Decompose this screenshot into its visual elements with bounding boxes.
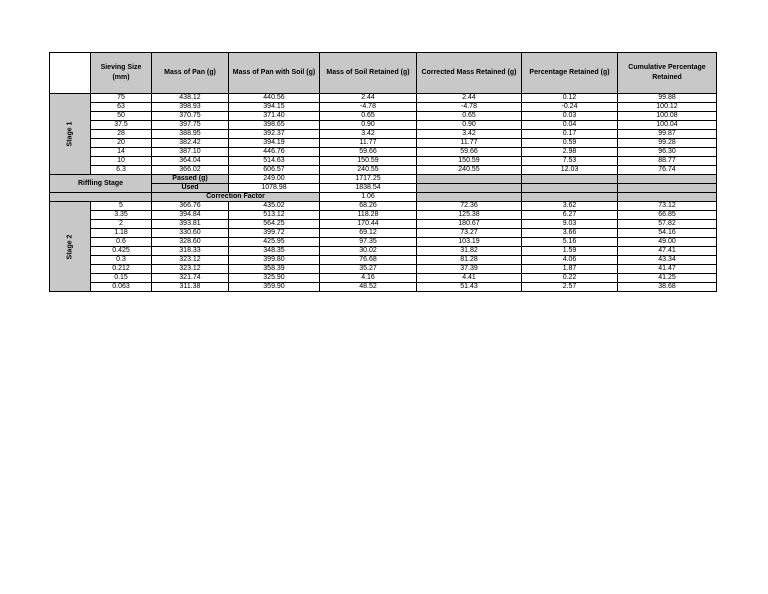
retained-mass-cell: 97.35 — [320, 238, 417, 247]
percent-retained-cell: 0.03 — [522, 112, 618, 121]
empty-cell — [618, 193, 717, 202]
empty-cell — [417, 184, 522, 193]
pan-soil-mass-cell: 446.76 — [229, 148, 320, 157]
corrected-mass-cell: 0.65 — [417, 112, 522, 121]
correction-factor-value: 1.06 — [320, 193, 417, 202]
corrected-mass-cell: 150.59 — [417, 157, 522, 166]
retained-mass-cell: 4.16 — [320, 274, 417, 283]
pan-mass-cell: 394.84 — [152, 211, 229, 220]
pan-mass-cell: 321.74 — [152, 274, 229, 283]
corrected-mass-cell: 59.66 — [417, 148, 522, 157]
cumulative-percent-cell: 100.04 — [618, 121, 717, 130]
percent-retained-cell: 1.87 — [522, 265, 618, 274]
cumulative-percent-cell: 76.74 — [618, 166, 717, 175]
pan-soil-mass-cell: 513.12 — [229, 211, 320, 220]
corrected-mass-cell: 0.90 — [417, 121, 522, 130]
pan-soil-mass-cell: 358.39 — [229, 265, 320, 274]
pan-mass-cell: 323.12 — [152, 256, 229, 265]
cumulative-percent-cell: 88.77 — [618, 157, 717, 166]
retained-mass-cell: 0.90 — [320, 121, 417, 130]
pan-mass-cell: 318.33 — [152, 247, 229, 256]
sieve-size-cell: 0.15 — [91, 274, 152, 283]
pan-mass-cell: 398.93 — [152, 103, 229, 112]
stage1-row — [50, 112, 717, 121]
sieve-size-cell: 50 — [91, 112, 152, 121]
percent-retained-cell: 2.98 — [522, 148, 618, 157]
retained-mass-cell: 170.44 — [320, 220, 417, 229]
cumulative-percent-cell: 47.41 — [618, 247, 717, 256]
corrected-mass-cell: 103.19 — [417, 238, 522, 247]
pan-soil-mass-cell: 425.95 — [229, 238, 320, 247]
corrected-mass-cell: 72.36 — [417, 202, 522, 211]
stage1-row — [50, 121, 717, 130]
header-sieving-size: Sieving Size (mm) — [91, 53, 152, 94]
empty-cell — [522, 184, 618, 193]
pan-soil-mass-cell: 398.65 — [229, 121, 320, 130]
percent-retained-cell: 5.16 — [522, 238, 618, 247]
retained-mass-cell: 0.65 — [320, 112, 417, 121]
pan-mass-cell: 397.75 — [152, 121, 229, 130]
stage1-row — [50, 148, 717, 157]
percent-retained-cell: -0.24 — [522, 103, 618, 112]
sieve-size-cell: 2 — [91, 220, 152, 229]
percent-retained-cell: 7.53 — [522, 157, 618, 166]
retained-mass-cell: 30.02 — [320, 247, 417, 256]
pan-mass-cell: 366.76 — [152, 202, 229, 211]
corrected-mass-cell: 180.67 — [417, 220, 522, 229]
stage2-label: Stage 2 — [66, 234, 73, 259]
stage2-row — [50, 238, 717, 247]
retained-mass-cell: 59.66 — [320, 148, 417, 157]
empty-cell — [522, 193, 618, 202]
sieve-size-cell: 6.3 — [91, 166, 152, 175]
empty-cell — [417, 193, 522, 202]
stage2-row — [50, 229, 717, 238]
header-row — [50, 53, 717, 94]
pan-mass-cell: 366.02 — [152, 166, 229, 175]
cumulative-percent-cell: 99.28 — [618, 139, 717, 148]
percent-retained-cell: 12.03 — [522, 166, 618, 175]
corrected-mass-cell: 51.43 — [417, 283, 522, 292]
sieve-size-cell: 20 — [91, 139, 152, 148]
pan-soil-mass-cell: 514.63 — [229, 157, 320, 166]
sieve-size-cell: 1.18 — [91, 229, 152, 238]
stage1-row — [50, 166, 717, 175]
pan-soil-mass-cell: 564.25 — [229, 220, 320, 229]
pan-soil-mass-cell: 394.19 — [229, 139, 320, 148]
sieve-size-cell: 0.6 — [91, 238, 152, 247]
stage2-row — [50, 283, 717, 292]
pan-soil-mass-cell: 399.80 — [229, 256, 320, 265]
header-percentage-retained: Percentage Retained (g) — [522, 53, 618, 94]
cumulative-percent-cell: 43.34 — [618, 256, 717, 265]
empty-cell — [618, 184, 717, 193]
retained-mass-cell: 11.77 — [320, 139, 417, 148]
corrected-mass-cell: 11.77 — [417, 139, 522, 148]
corrected-mass-cell: 73.27 — [417, 229, 522, 238]
stage2-row — [50, 265, 717, 274]
used-label: Used — [152, 184, 229, 193]
stage2-row — [50, 202, 717, 211]
sieve-size-cell: 3.35 — [91, 211, 152, 220]
pan-mass-cell: 387.10 — [152, 148, 229, 157]
pan-soil-mass-cell: 394.15 — [229, 103, 320, 112]
empty-cell — [50, 193, 152, 202]
cumulative-percent-cell: 54.16 — [618, 229, 717, 238]
corrected-mass-cell: 125.38 — [417, 211, 522, 220]
stage1-row — [50, 157, 717, 166]
cumulative-percent-cell: 100.08 — [618, 112, 717, 121]
percent-retained-cell: 2.57 — [522, 283, 618, 292]
pan-mass-cell: 328.60 — [152, 238, 229, 247]
sieve-size-cell: 75 — [91, 94, 152, 103]
cumulative-percent-cell: 57.82 — [618, 220, 717, 229]
cumulative-percent-cell: 41.47 — [618, 265, 717, 274]
pan-mass-cell: 330.60 — [152, 229, 229, 238]
header-mass-retained: Mass of Soil Retained (g) — [320, 53, 417, 94]
sieve-size-cell: 0.3 — [91, 256, 152, 265]
pan-soil-mass-cell: 440.56 — [229, 94, 320, 103]
pan-soil-mass-cell: 371.40 — [229, 112, 320, 121]
sieve-size-cell: 0.212 — [91, 265, 152, 274]
passed-pan-value: 249.00 — [229, 175, 320, 184]
sieve-size-cell: 28 — [91, 130, 152, 139]
empty-cell — [522, 175, 618, 184]
pan-mass-cell: 393.81 — [152, 220, 229, 229]
stage2-label-cell — [50, 202, 91, 292]
pan-mass-cell: 388.95 — [152, 130, 229, 139]
retained-mass-cell: -4.78 — [320, 103, 417, 112]
retained-mass-cell: 48.52 — [320, 283, 417, 292]
percent-retained-cell: 9.03 — [522, 220, 618, 229]
stage1-row — [50, 94, 717, 103]
used-retained-value: 1838.54 — [320, 184, 417, 193]
empty-cell — [618, 175, 717, 184]
stage2-row — [50, 211, 717, 220]
cumulative-percent-cell: 66.85 — [618, 211, 717, 220]
stage2-row — [50, 220, 717, 229]
stage2-body — [50, 202, 717, 292]
retained-mass-cell: 2.44 — [320, 94, 417, 103]
cumulative-percent-cell: 99.88 — [618, 94, 717, 103]
percent-retained-cell: 6.27 — [522, 211, 618, 220]
percent-retained-cell: 3.62 — [522, 202, 618, 211]
retained-mass-cell: 240.55 — [320, 166, 417, 175]
cumulative-percent-cell: 96.30 — [618, 148, 717, 157]
retained-mass-cell: 150.59 — [320, 157, 417, 166]
sieve-size-cell: 14 — [91, 148, 152, 157]
passed-label: Passed (g) — [152, 175, 229, 184]
stage1-row — [50, 103, 717, 112]
corner-cell — [50, 53, 91, 94]
percent-retained-cell: 4.06 — [522, 256, 618, 265]
correction-factor-row — [50, 193, 717, 202]
pan-soil-mass-cell: 325.90 — [229, 274, 320, 283]
riffling-body — [50, 175, 717, 202]
corrected-mass-cell: 31.82 — [417, 247, 522, 256]
corrected-mass-cell: 240.55 — [417, 166, 522, 175]
header-cumulative-percentage: Cumulative Percentage Retained — [618, 53, 717, 94]
cumulative-percent-cell: 100.12 — [618, 103, 717, 112]
header-corrected-mass: Corrected Mass Retained (g) — [417, 53, 522, 94]
pan-mass-cell: 311.38 — [152, 283, 229, 292]
percent-retained-cell: 0.17 — [522, 130, 618, 139]
corrected-mass-cell: 81.28 — [417, 256, 522, 265]
sieve-size-cell: 0.063 — [91, 283, 152, 292]
cumulative-percent-cell: 99.87 — [618, 130, 717, 139]
percent-retained-cell: 1.59 — [522, 247, 618, 256]
retained-mass-cell: 76.68 — [320, 256, 417, 265]
pan-soil-mass-cell: 348.35 — [229, 247, 320, 256]
passed-retained-value: 1717.25 — [320, 175, 417, 184]
retained-mass-cell: 68.26 — [320, 202, 417, 211]
pan-mass-cell: 370.75 — [152, 112, 229, 121]
retained-mass-cell: 3.42 — [320, 130, 417, 139]
percent-retained-cell: 0.59 — [522, 139, 618, 148]
riffling-stage-label: Riffling Stage — [50, 175, 152, 193]
cumulative-percent-cell: 38.68 — [618, 283, 717, 292]
sieve-size-cell: 63 — [91, 103, 152, 112]
stage2-row — [50, 274, 717, 283]
empty-cell — [417, 175, 522, 184]
pan-mass-cell: 323.12 — [152, 265, 229, 274]
percent-retained-cell: 0.04 — [522, 121, 618, 130]
corrected-mass-cell: 4.41 — [417, 274, 522, 283]
sieve-analysis-table — [49, 52, 717, 292]
stage2-row — [50, 247, 717, 256]
sieve-size-cell: 0.425 — [91, 247, 152, 256]
percent-retained-cell: 0.22 — [522, 274, 618, 283]
stage1-row — [50, 130, 717, 139]
pan-mass-cell: 364.04 — [152, 157, 229, 166]
sieve-size-cell: 37.5 — [91, 121, 152, 130]
pan-mass-cell: 438.12 — [152, 94, 229, 103]
corrected-mass-cell: 2.44 — [417, 94, 522, 103]
sieve-size-cell: 10 — [91, 157, 152, 166]
retained-mass-cell: 35.27 — [320, 265, 417, 274]
cumulative-percent-cell: 73.12 — [618, 202, 717, 211]
pan-soil-mass-cell: 359.90 — [229, 283, 320, 292]
corrected-mass-cell: 37.39 — [417, 265, 522, 274]
stage1-row — [50, 139, 717, 148]
pan-soil-mass-cell: 435.02 — [229, 202, 320, 211]
riffling-passed-row — [50, 175, 717, 184]
header-mass-of-pan-with-soil: Mass of Pan with Soil (g) — [229, 53, 320, 94]
stage2-row — [50, 256, 717, 265]
stage1-label: Stage 1 — [66, 121, 73, 147]
pan-soil-mass-cell: 606.57 — [229, 166, 320, 175]
stage1-body — [50, 94, 717, 175]
pan-soil-mass-cell: 392.37 — [229, 130, 320, 139]
retained-mass-cell: 118.28 — [320, 211, 417, 220]
header-mass-of-pan: Mass of Pan (g) — [152, 53, 229, 94]
percent-retained-cell: 3.66 — [522, 229, 618, 238]
sieve-size-cell: 5 — [91, 202, 152, 211]
percent-retained-cell: 0.12 — [522, 94, 618, 103]
used-pan-value: 1078.98 — [229, 184, 320, 193]
cumulative-percent-cell: 49.00 — [618, 238, 717, 247]
correction-factor-label: Correction Factor — [152, 193, 320, 202]
pan-mass-cell: 382.42 — [152, 139, 229, 148]
retained-mass-cell: 69.12 — [320, 229, 417, 238]
corrected-mass-cell: 3.42 — [417, 130, 522, 139]
corrected-mass-cell: -4.78 — [417, 103, 522, 112]
cumulative-percent-cell: 41.25 — [618, 274, 717, 283]
pan-soil-mass-cell: 399.72 — [229, 229, 320, 238]
stage1-label-cell — [50, 94, 91, 175]
